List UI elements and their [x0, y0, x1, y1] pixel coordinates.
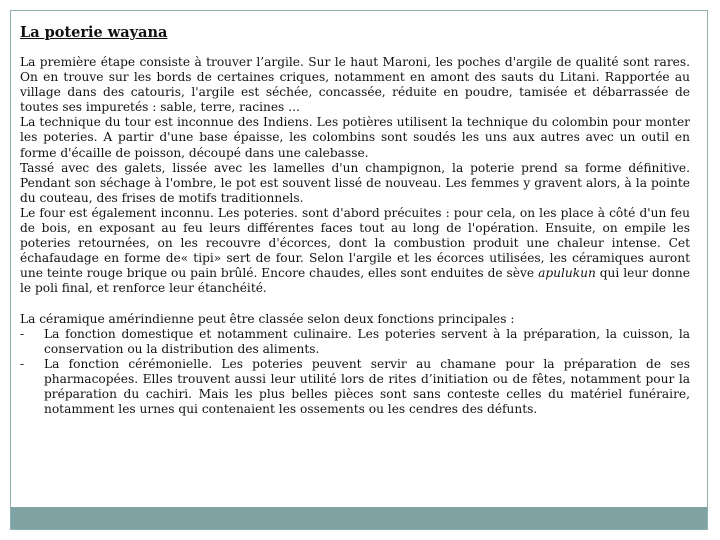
- footer-bar: [11, 507, 707, 529]
- paragraph-lissage: Tassé avec des galets, lissée avec les lamelles d'un champignon, la poterie prend sa forme définitive. Pendant son séchage à l'ombre, le pot est souvent lissé de nouveau. Les femmes y gravent alors, à la pointe du couteau, des frises de motifs traditionnels.: [20, 160, 690, 205]
- page-title: La poterie wayana: [20, 24, 168, 41]
- four-text-start: Le four est également inconnu. Les poteries. sont d'abord précuites : pour cela, on les place à côté d'un feu de bois, en exposant au feu leurs différentes faces tout au long de l'opération. Ensuite, on empile les poteries retournées, on les recouvre d'écorces, dont la combustion produit une chaleur intense. Cet échafaudage en forme de« tipi» sert de four. Selon l'argile et les écorces utilisées, les céramiques auront une teinte rouge brique ou pain brûlé. Encore chaudes, elles sont enduites de sève: [20, 205, 690, 281]
- list-dash: -: [20, 326, 25, 341]
- paragraph-colombin: La technique du tour est inconnue des Indiens. Les potières utilisent la technique du colombin pour monter les poteries. A partir d'une base épaisse, les colombins sont soudés les uns aux autres avec un outil en forme d'écaille de poisson, découpé dans une calebasse.: [20, 115, 690, 160]
- document-body: [20, 24, 690, 417]
- paragraph-four: [20, 206, 690, 297]
- list-item-text: La fonction domestique et notamment culinaire. Les poteries servent à la préparation, la cuisson, la conservation ou la distribution des aliments.: [44, 326, 690, 356]
- paragraph-argile: La première étape consiste à trouver l’argile. Sur le haut Maroni, les poches d'argile de qualité sont rares. On en trouve sur les bords de certaines criques, notamment en amont des sauts du Litani. Rapportée au village dans des catouris, l'argile est séchée, concassée, réduite en poudre, tamisée et débarrassée de toutes ses impuretés : sable, terre, racines ...: [20, 55, 690, 115]
- list-item-domestique: [20, 327, 690, 357]
- classification-intro: La céramique amérindienne peut être classée selon deux fonctions principales :: [20, 311, 515, 326]
- list-item-text: La fonction cérémonielle. Les poteries peuvent servir au chamane pour la préparation de ses pharmacopées. Elles trouvent aussi leur utilité lors de rites d’initiation ou de fêtes, notamment pour la préparation du cachiri. Mais les plus belles pièces sont sans conteste celles du matériel funéraire, notamment les urnes qui contenaient les ossements ou les cendres des défunts.: [44, 356, 690, 417]
- list-item-ceremonielle: [20, 357, 690, 417]
- four-text-end: qui leur donne le poli final, et renforce leur étanchéité.: [20, 266, 690, 296]
- list-dash: -: [20, 356, 25, 371]
- paragraph-spacer: [20, 297, 690, 312]
- slide-frame: [10, 10, 708, 530]
- apulukun-term: apulukun: [538, 266, 596, 281]
